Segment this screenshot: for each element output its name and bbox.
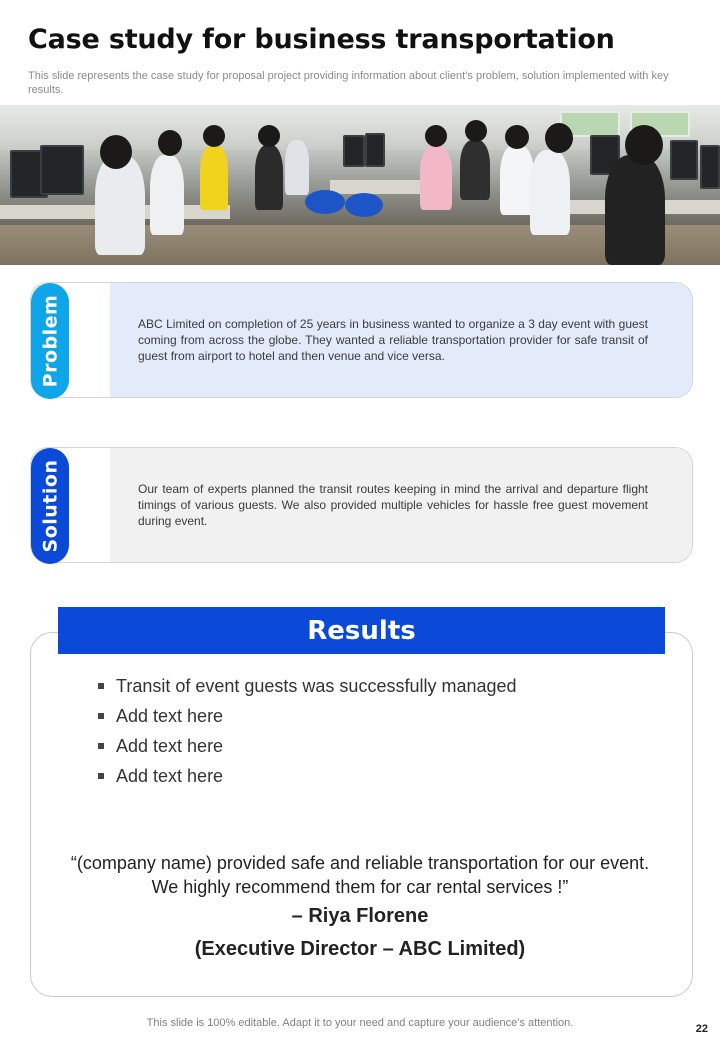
bullet-square-icon (98, 713, 104, 719)
results-banner (58, 607, 665, 654)
results-item-text: Transit of event guests was successfully managed (116, 676, 517, 696)
solution-text: Our team of experts planned the transit routes keeping in mind the arrival and departure flight timings of various guests. We also provided multiple vehicles for hassle free guest movement during event. (138, 482, 648, 528)
results-item-text: Add text here (116, 766, 224, 786)
testimonial-quote: “(company name) provided safe and reliable transportation for our event. We highly recommend them for car rental services !” (70, 853, 650, 897)
solution-tag-label: Solution (39, 459, 62, 553)
results-item (96, 761, 517, 791)
results-heading: Results (307, 615, 416, 646)
problem-card (30, 282, 693, 398)
footer-note: This slide is 100% editable. Adapt it to your need and capture your audience’s attention. (146, 1017, 574, 1029)
page-title: Case study for business transportation (28, 24, 615, 55)
problem-text: ABC Limited on completion of 25 years in business wanted to organize a 3 day event with guest coming from across the globe. They wanted a reliable transportation provider for safe transit of guest from airport to hotel and then venue and vice versa. (138, 317, 648, 363)
bullet-square-icon (98, 743, 104, 749)
problem-tag-label: Problem (39, 294, 61, 388)
problem-tag (31, 283, 69, 399)
page-number: 22 (695, 1023, 708, 1035)
bullet-square-icon (98, 683, 104, 689)
solution-tag (31, 448, 69, 564)
results-item (96, 731, 517, 761)
solution-card (30, 447, 693, 563)
results-list (96, 671, 517, 791)
results-item (96, 701, 517, 731)
results-item-text: Add text here (116, 706, 224, 726)
classroom-photo (0, 105, 720, 265)
results-item-text: Add text here (116, 736, 224, 756)
testimonial-author: – Riya Florene (291, 905, 429, 927)
testimonial-role: (Executive Director – ABC Limited) (194, 938, 526, 960)
bullet-square-icon (98, 773, 104, 779)
page-subtitle: This slide represents the case study for proposal project providing information about client’s problem, solution implemented with key results. (28, 70, 669, 96)
results-item (96, 671, 517, 701)
